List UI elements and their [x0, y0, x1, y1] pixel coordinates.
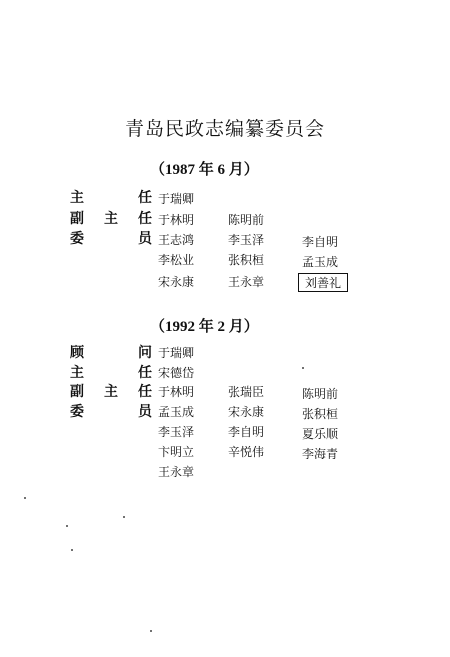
scan-speck: [24, 497, 26, 499]
scan-speck: [150, 630, 152, 632]
role-char: 主: [104, 211, 118, 227]
member-name: 张积桓: [228, 253, 265, 267]
member-name: 李海青: [302, 447, 339, 461]
member-name: 宋德岱: [158, 366, 195, 380]
role-label: [70, 208, 152, 228]
scan-speck: [71, 549, 73, 551]
role-label: [70, 381, 152, 401]
member-name: 于瑞卿: [158, 192, 195, 206]
member-name: 于林明: [158, 213, 195, 227]
section-date: （1992 年 2 月）: [150, 319, 259, 335]
role-char: 问: [138, 345, 152, 361]
member-name: 孟玉成: [302, 255, 339, 269]
role-char: 主: [70, 190, 84, 206]
member-name: 王永章: [228, 275, 265, 289]
member-name: 李松业: [158, 253, 195, 267]
role-char: 副: [70, 211, 84, 227]
role-label: [70, 362, 152, 382]
member-name: 李自明: [228, 425, 265, 439]
page-title: 青岛民政志编纂委员会: [124, 118, 325, 140]
role-char: 任: [138, 190, 152, 206]
role-char: 员: [138, 404, 152, 420]
member-name: 于瑞卿: [158, 346, 195, 360]
scan-speck: [302, 367, 304, 369]
role-char: 委: [70, 404, 84, 420]
role-char: 顾: [70, 345, 84, 361]
member-name: 宋永康: [158, 275, 195, 289]
role-char: 任: [138, 365, 152, 381]
member-name: 孟玉成: [158, 405, 195, 419]
role-char: 任: [138, 211, 152, 227]
member-name: 辛悦伟: [228, 445, 265, 459]
boxed-name: 刘善礼: [298, 273, 348, 292]
member-name: 张瑞臣: [228, 385, 265, 399]
member-name: 陈明前: [228, 213, 265, 227]
role-char: 副: [70, 384, 84, 400]
member-name: 王志鸿: [158, 233, 195, 247]
member-name: 夏乐顺: [302, 427, 339, 441]
scan-speck: [123, 516, 125, 518]
role-char: 委: [70, 231, 84, 247]
member-name: 李玉泽: [158, 425, 195, 439]
role-char: 主: [104, 384, 118, 400]
role-char: 任: [138, 384, 152, 400]
member-name: 陈明前: [302, 387, 339, 401]
role-label: [70, 401, 152, 421]
section-date: （1987 年 6 月）: [150, 162, 259, 178]
role-char: 员: [138, 231, 152, 247]
role-label: [70, 342, 152, 362]
scan-speck: [66, 525, 68, 527]
role-char: 主: [70, 365, 84, 381]
member-name: 李自明: [302, 235, 339, 249]
member-name: 李玉泽: [228, 233, 265, 247]
member-name: 王永章: [158, 465, 195, 479]
member-name: 卞明立: [158, 445, 195, 459]
member-name: 张积桓: [302, 407, 339, 421]
role-label: [70, 187, 152, 207]
role-label: [70, 228, 152, 248]
member-name: 于林明: [158, 385, 195, 399]
member-name: 宋永康: [228, 405, 265, 419]
